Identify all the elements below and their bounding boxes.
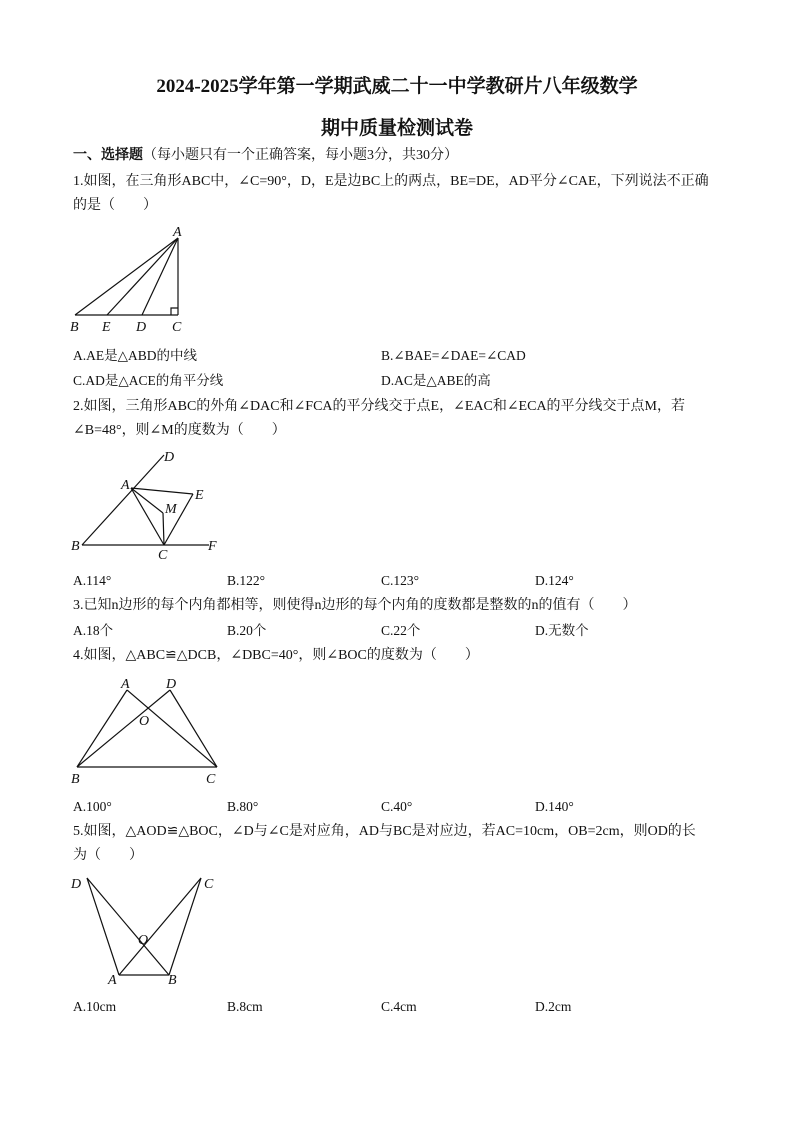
q2-label-e: E	[195, 488, 204, 503]
q1-option-a[interactable]: A.AE是△ABD的中线	[73, 348, 198, 363]
q2-stem-line1: 2.如图，三角形ABC的外角∠DAC和∠FCA的平分线交于点E，∠EAC和∠ECA的平分线交于点M，若	[73, 399, 685, 414]
q1-stem-line2: 的是（ ）	[73, 198, 157, 213]
q1-stem-line1: 1.如图，在三角形ABC中，∠C=90°，D，E是边BC上的两点，BE=DE，AD平分∠CAE，下列说法不正确	[73, 174, 709, 189]
q4-label-c: C	[206, 772, 216, 787]
q4-label-a: A	[121, 677, 130, 692]
q4-stem: 4.如图，△ABC≌△DCB，∠DBC=40°，则∠BOC的度数为（ ）	[73, 648, 479, 663]
q2-option-d[interactable]: D.124°	[535, 573, 574, 588]
q1-label-e: E	[102, 320, 111, 335]
q1-option-d[interactable]: D.AC是△ABE的高	[381, 373, 491, 388]
q2-label-d: D	[164, 450, 175, 465]
q3-option-b[interactable]: B.20个	[227, 623, 267, 638]
q4-option-b[interactable]: B.80°	[227, 799, 259, 814]
q5-option-a[interactable]: A.10cm	[73, 999, 117, 1014]
exam-title-line1: 2024-2025学年第一学期武威二十一中学教研片八年级数学	[156, 76, 638, 97]
q1-label-b: B	[70, 320, 79, 335]
q4-label-o: O	[139, 714, 150, 729]
q5-option-b[interactable]: B.8cm	[227, 999, 263, 1014]
q2-label-a: A	[121, 478, 130, 493]
q4-label-b: B	[71, 772, 80, 787]
section-note: （每小题只有一个正确答案，每小题3分，共30分）	[143, 148, 458, 163]
q5-stem-line2: 为（ ）	[73, 848, 143, 863]
q2-stem-line2: ∠B=48°，则∠M的度数为（ ）	[73, 423, 286, 438]
q5-stem-line1: 5.如图，△AOD≌△BOC，∠D与∠C是对应角，AD与BC是对应边，若AC=10cm，OB=2cm，则OD的长	[73, 824, 696, 839]
q3-option-d[interactable]: D.无数个	[535, 623, 589, 638]
q4-option-a[interactable]: A.100°	[73, 799, 112, 814]
q2-option-b[interactable]: B.122°	[227, 573, 266, 588]
q4-label-d: D	[166, 677, 177, 692]
section-title: 一、选择题	[73, 148, 143, 163]
q3-option-c[interactable]: C.22个	[381, 623, 421, 638]
q5-label-o: O	[138, 933, 149, 948]
q1-option-b[interactable]: B.∠BAE=∠DAE=∠CAD	[381, 348, 526, 363]
q4-option-c[interactable]: C.40°	[381, 799, 413, 814]
q2-label-m: M	[165, 502, 177, 517]
q2-option-a[interactable]: A.114°	[73, 573, 112, 588]
q2-label-b: B	[71, 539, 80, 554]
q3-option-a[interactable]: A.18个	[73, 623, 114, 638]
q5-label-c: C	[204, 877, 214, 892]
q2-label-c: C	[158, 548, 168, 563]
q2-option-c[interactable]: C.123°	[381, 573, 420, 588]
q4-option-d[interactable]: D.140°	[535, 799, 574, 814]
q5-option-d[interactable]: D.2cm	[535, 999, 572, 1014]
q5-label-b: B	[168, 973, 177, 988]
q5-label-d: D	[71, 877, 82, 892]
q1-label-a: A	[173, 225, 182, 240]
q1-label-c: C	[172, 320, 182, 335]
q5-label-a: A	[108, 973, 117, 988]
q2-label-f: F	[208, 539, 217, 554]
q3-stem: 3.已知n边形的每个内角都相等，则使得n边形的每个内角的度数都是整数的n的值有（ ）	[73, 598, 637, 613]
exam-title-line2: 期中质量检测试卷	[320, 118, 473, 139]
q1-option-c[interactable]: C.AD是△ACE的角平分线	[73, 373, 224, 388]
q5-option-c[interactable]: C.4cm	[381, 999, 417, 1014]
q1-label-d: D	[136, 320, 147, 335]
